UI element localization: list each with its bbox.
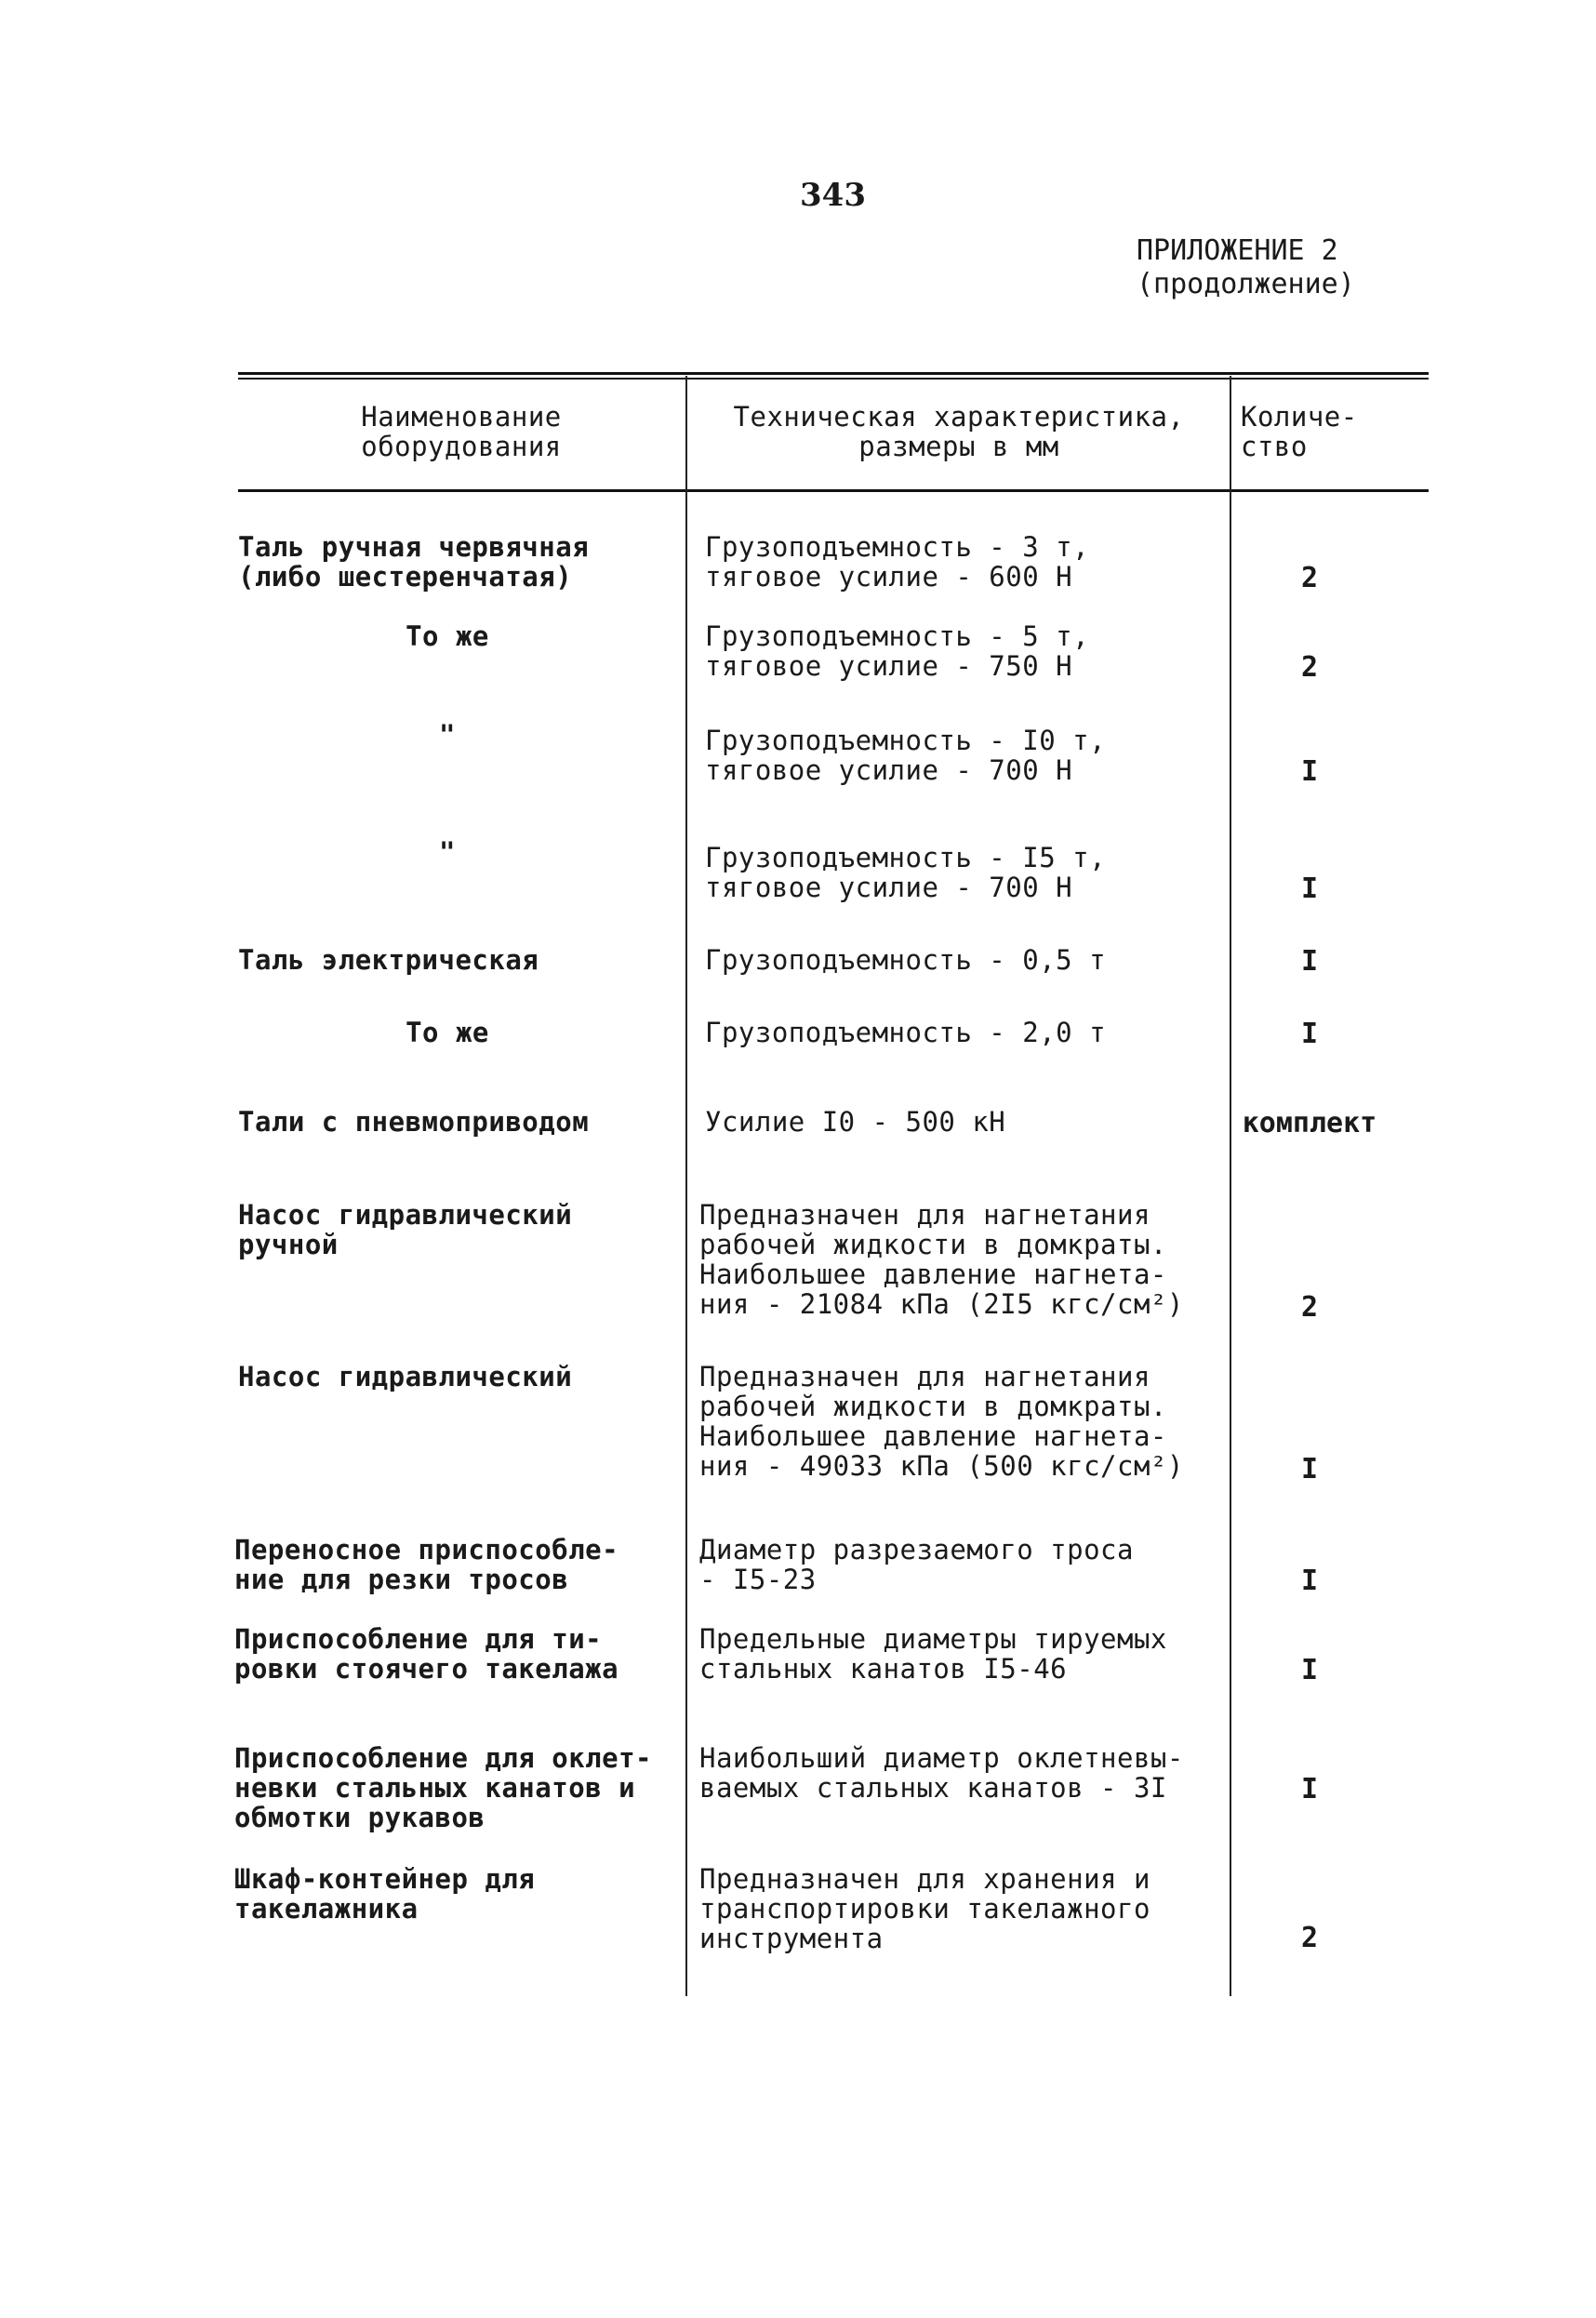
row-1-name: Таль ручная червячная (либо шестеренчатая) bbox=[238, 531, 590, 593]
row-8-spec: Предназначен для нагнетания рабочей жидкости в домкраты. Наибольшее давление нагнета- ния - 21084 кПа (2I5 кгс/см²) bbox=[699, 1199, 1184, 1320]
row-8-name: Насос гидравлический ручной bbox=[238, 1199, 573, 1260]
row-13-qty: 2 bbox=[1300, 1922, 1319, 1954]
row-12-qty: I bbox=[1300, 1773, 1319, 1805]
row-6-spec: Грузоподъемность - 2,0 т bbox=[705, 1017, 1107, 1048]
row-9-qty: I bbox=[1300, 1453, 1319, 1485]
row-6-name: То же bbox=[406, 1017, 489, 1048]
row-3-spec: Грузоподъемность - I0 т, тяговое усилие - 700 Н bbox=[705, 725, 1107, 786]
column-divider-1 bbox=[685, 376, 687, 1996]
row-10-qty: I bbox=[1300, 1565, 1319, 1597]
row-5-name: Таль электрическая bbox=[238, 944, 539, 976]
row-2-name: То же bbox=[406, 620, 489, 652]
row-13-name: Шкаф-контейнер для такелажника bbox=[234, 1863, 536, 1925]
row-5-spec: Грузоподъемность - 0,5 т bbox=[705, 944, 1107, 976]
appendix-subtitle: (продолжение) bbox=[1137, 268, 1355, 300]
row-12-name: Приспособление для оклет- невки стальных канатов и обмотки рукавов bbox=[234, 1742, 652, 1833]
row-7-name: Тали с пневмоприводом bbox=[238, 1106, 590, 1138]
row-11-qty: I bbox=[1300, 1654, 1319, 1686]
row-4-qty: I bbox=[1300, 873, 1319, 905]
row-12-spec: Наибольший диаметр оклетневы- ваемых стальных канатов - 3I bbox=[699, 1742, 1184, 1804]
row-7-qty: комплект bbox=[1242, 1107, 1377, 1139]
row-2-qty: 2 bbox=[1300, 651, 1319, 684]
row-13-spec: Предназначен для хранения и транспортировки такелажного инструмента bbox=[699, 1863, 1150, 1954]
header-qty: Количе- ство bbox=[1241, 401, 1358, 462]
table-top-rule-2 bbox=[238, 378, 1429, 380]
row-4-spec: Грузоподъемность - I5 т, тяговое усилие - 700 Н bbox=[705, 842, 1107, 903]
table-top-rule bbox=[238, 372, 1429, 375]
row-11-spec: Предельные диаметры тируемых стальных канатов I5-46 bbox=[699, 1623, 1167, 1685]
column-divider-2 bbox=[1230, 376, 1231, 1996]
row-9-spec: Предназначен для нагнетания рабочей жидкости в домкраты. Наибольшее давление нагнета- ния - 49033 кПа (500 кгс/см²) bbox=[699, 1361, 1184, 1482]
row-1-qty: 2 bbox=[1300, 562, 1319, 594]
row-3-qty: I bbox=[1300, 755, 1319, 788]
row-6-qty: I bbox=[1300, 1018, 1319, 1050]
appendix-title: ПРИЛОЖЕНИЕ 2 bbox=[1137, 234, 1338, 267]
row-3-name: " bbox=[439, 719, 456, 751]
row-5-qty: I bbox=[1300, 945, 1319, 978]
row-2-spec: Грузоподъемность - 5 т, тяговое усилие - 750 Н bbox=[705, 620, 1090, 682]
row-4-name: " bbox=[439, 836, 456, 868]
header-spec: Техническая характеристика, размеры в мм bbox=[733, 401, 1185, 462]
row-9-name: Насос гидравлический bbox=[238, 1361, 573, 1392]
row-11-name: Приспособление для ти- ровки стоячего такелажа bbox=[234, 1623, 619, 1685]
row-10-spec: Диаметр разрезаемого троса - I5-23 bbox=[699, 1534, 1134, 1595]
row-7-spec: Усилие I0 - 500 кН bbox=[705, 1106, 1006, 1138]
page-number: 343 bbox=[800, 177, 866, 214]
row-10-name: Переносное приспособле- ние для резки тросов bbox=[234, 1534, 619, 1595]
row-8-qty: 2 bbox=[1300, 1291, 1319, 1324]
header-bottom-rule bbox=[238, 489, 1429, 492]
header-name: Наименование оборудования bbox=[361, 401, 562, 462]
row-1-spec: Грузоподъемность - 3 т, тяговое усилие - 600 Н bbox=[705, 531, 1090, 593]
